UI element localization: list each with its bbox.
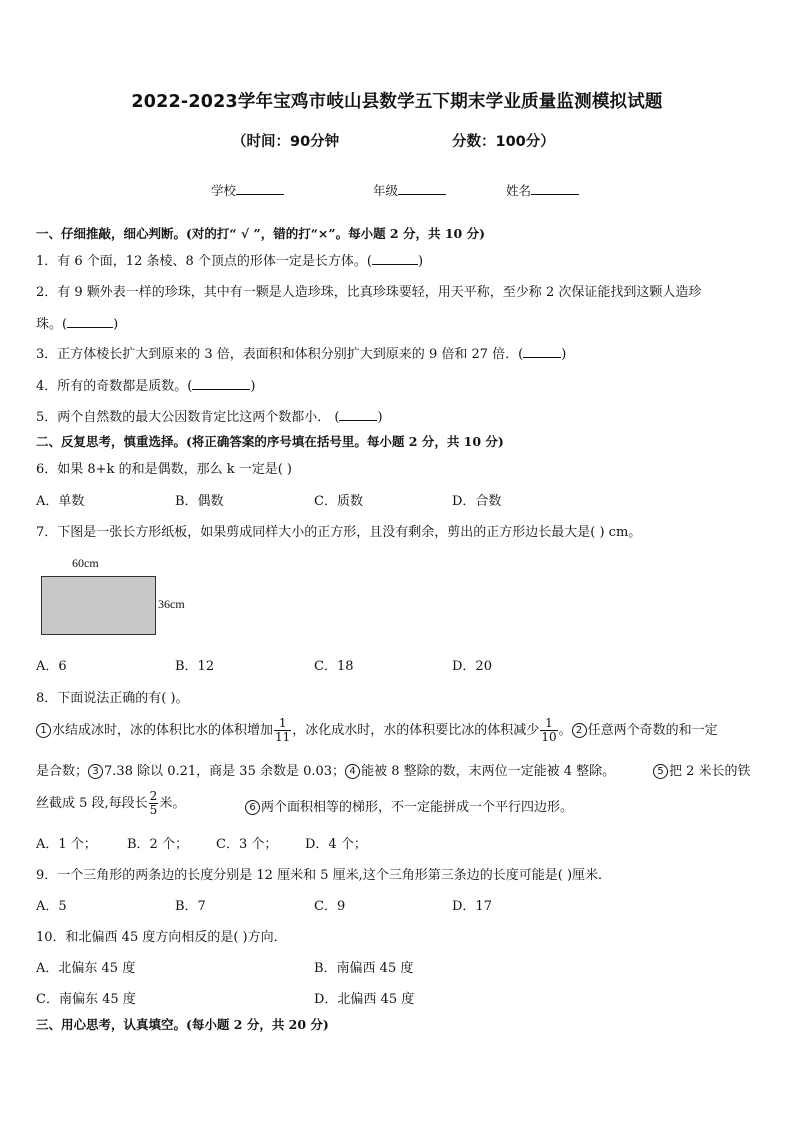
- answer-blank: [523, 345, 561, 358]
- q7-option-b: B．12: [175, 659, 215, 674]
- circled-number: 3: [88, 764, 103, 779]
- school-blank: [236, 182, 284, 195]
- rectangle-width-label: 60cm: [72, 556, 99, 570]
- question-8-line2: 是合数； 3 7.38 除以 0.21，商是 35 余数是 0.03； 4 能被 8 整除的数，末两位一定能被 4 整除。: [36, 764, 616, 779]
- exam-time: （时间：90分钟: [232, 134, 340, 150]
- q9-option-d: D．17: [452, 899, 492, 914]
- answer-blank: [339, 408, 377, 421]
- question-6: 6．如果 8+k 的和是偶数，那么 k 一定是( ): [36, 462, 292, 477]
- school-field: [211, 181, 284, 199]
- question-8-line2-end: 5 把 2 米长的铁: [653, 760, 751, 779]
- q7-option-a: A．6: [36, 659, 67, 674]
- question-9: 9．一个三角形的两条边的长度分别是 12 厘米和 5 厘米,这个三角形第三条边的长度可能是( )厘米．: [36, 868, 612, 883]
- q6-option-b: B．偶数: [175, 494, 224, 509]
- circled-number: 6: [245, 800, 260, 815]
- q8-option-c: C．3 个；: [216, 837, 278, 852]
- q10-option-c: C．南偏东 45 度: [36, 992, 136, 1007]
- q10-option-a: A．北偏东 45 度: [36, 961, 136, 976]
- exam-score: 分数：100分）: [452, 134, 555, 150]
- question-2-line1: 2．有 9 颗外表一样的珍珠，其中有一颗是人造珍珠，比真珍珠要轻，用天平称，至少称 2 次保证能找到这颗人造珍: [36, 285, 702, 300]
- question-4: 4．所有的奇数都是质数。( ): [36, 379, 256, 394]
- exam-title: 2022-2023学年宝鸡市岐山县数学五下期末学业质量监测模拟试题: [131, 92, 663, 112]
- question-8: 8．下面说法正确的有( )。: [36, 691, 189, 706]
- q10-option-d: D．北偏西 45 度: [314, 992, 415, 1007]
- circled-number: 5: [653, 764, 668, 779]
- name-label: 姓名: [506, 183, 532, 198]
- q9-option-c: C．9: [314, 899, 346, 914]
- answer-blank: [372, 252, 418, 265]
- q6-option-c: C．质数: [314, 494, 363, 509]
- question-7: 7．下图是一张长方形纸板，如果剪成同样大小的正方形，且没有剩余，剪出的正方形边长最大是( ) cm。: [36, 525, 642, 540]
- grade-label: 年级: [373, 183, 399, 198]
- school-label: 学校: [211, 183, 237, 198]
- question-2-line2: 珠。( ): [36, 317, 119, 332]
- q8-option-b: B．2 个；: [127, 837, 188, 852]
- answer-blank: [67, 315, 113, 328]
- question-8-line1: 1 水结成冰时，冰的体积比水的体积增加 $\frac{1}{11}$ ，冰化成水时，水的体积要比冰的体积减少 $\frac{1}{10}$ 。 2 任意两个奇数的和一定: [36, 716, 718, 746]
- question-8-line3-end: 6 两个面积相等的梯形，不一定能拼成一个平行四边形。: [245, 796, 573, 815]
- q7-option-c: C．18: [314, 659, 354, 674]
- section1-heading: 一、仔细推敲，细心判断。(对的打“ √ ”，错的打“×”。每小题 2 分，共 10 分): [36, 226, 485, 241]
- q10-option-b: B．南偏西 45 度: [314, 961, 414, 976]
- q8-option-d: D．4 个；: [305, 837, 367, 852]
- question-8-line3: 丝截成 5 段,每段长 $\frac{2}{5}$ 米。: [36, 789, 186, 817]
- rectangle-diagram: [41, 576, 156, 635]
- q9-option-b: B．7: [175, 899, 206, 914]
- fraction: $\frac{2}{5}$: [149, 789, 158, 817]
- rectangle-height-label: 36cm: [158, 597, 185, 611]
- q9-option-a: A．5: [36, 899, 67, 914]
- grade-field: [373, 181, 446, 199]
- fraction: $\frac{1}{11}$: [275, 716, 291, 744]
- question-5: 5．两个自然数的最大公因数肯定比这两个数都小． ( ): [36, 410, 383, 425]
- answer-blank: [192, 377, 250, 390]
- q6-option-d: D．合数: [452, 494, 502, 509]
- circled-number: 4: [345, 764, 360, 779]
- question-1: 1．有 6 个面，12 条棱、8 个顶点的形体一定是长方体。( ): [36, 254, 424, 269]
- question-10: 10．和北偏西 45 度方向相反的是( )方向．: [36, 930, 287, 945]
- circled-number: 1: [36, 723, 51, 738]
- fraction: $\frac{1}{10}$: [541, 716, 557, 744]
- circled-number: 2: [572, 723, 587, 738]
- name-field: [506, 181, 579, 199]
- grade-blank: [398, 182, 446, 195]
- section3-heading: 三、用心思考，认真填空。(每小题 2 分，共 20 分): [36, 1017, 329, 1032]
- q8-option-a: A．1 个；: [36, 837, 97, 852]
- question-3: 3．正方体棱长扩大到原来的 3 倍，表面积和体积分别扩大到原来的 9 倍和 27 倍．( ): [36, 347, 567, 362]
- q7-option-d: D．20: [452, 659, 492, 674]
- section2-heading: 二、反复思考，慎重选择。(将正确答案的序号填在括号里。每小题 2 分，共 10 分): [36, 434, 504, 449]
- q6-option-a: A．单数: [36, 494, 85, 509]
- name-blank: [531, 182, 579, 195]
